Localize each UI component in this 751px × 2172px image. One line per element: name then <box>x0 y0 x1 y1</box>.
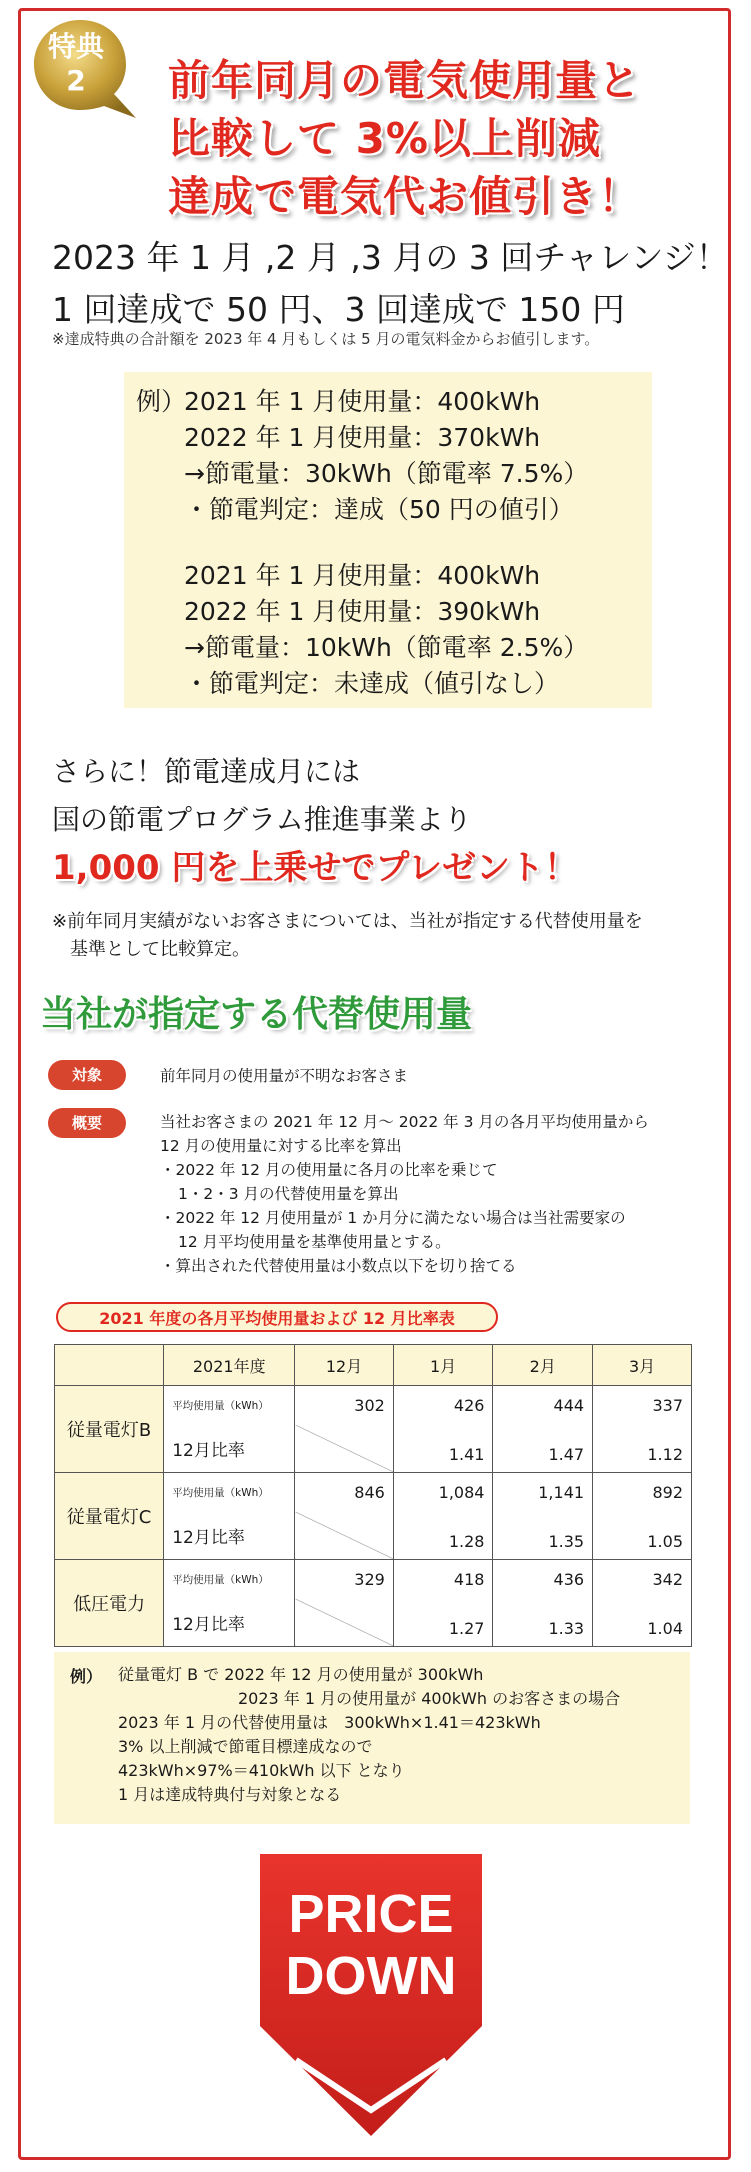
table-cell: 337 <box>593 1386 692 1426</box>
alt-usage-note: ※前年同月実績がないお客さまについては、当社が指定する代替使用量を 基準として比較算定。 <box>52 911 643 960</box>
table-cell: 1.47 <box>493 1425 593 1473</box>
example-line: 2021 年 1 月使用量：400kWh <box>184 561 541 590</box>
example-label: 例） <box>136 387 187 416</box>
table-cell: 1.33 <box>493 1599 593 1647</box>
example-line: ・節電判定：未達成（値引なし） <box>184 669 560 698</box>
headline: 前年同月の電気使用量と 比較して 3%以上削減 達成で電気代お値引き！ <box>168 56 642 221</box>
table-cell: 1.04 <box>593 1599 692 1647</box>
example-line: →節電量：10kWh（節電率 2.5%） <box>184 633 589 662</box>
usage-table <box>54 1344 692 1647</box>
ratio-label: 12月比率 <box>164 1512 295 1560</box>
overview-pill: 概要 <box>48 1108 126 1138</box>
table-cell-empty <box>295 1425 394 1473</box>
example-line: ・節電判定：達成（50 円の値引） <box>184 495 574 524</box>
table-cell: 1,084 <box>393 1473 493 1513</box>
table-cell: 444 <box>493 1386 593 1426</box>
overview-text: 当社お客さまの 2021 年 12 月～ 2022 年 3 月の各月平均使用量から 12 月の使用量に対する比率を算出 ・2022 年 12 月の使用量に各月の比率を乗じて 1・2・3 月の代替使用量を算出 ・2022 年 12 月使用量が 1 か月分に満たない場合は当社需要家の 12 月平均使用量を基準使用量とする。 ・算出された代替使用量は小数点以下を切り捨てる <box>160 1113 649 1275</box>
category-cell: 従量電灯B <box>55 1386 164 1473</box>
table-cell: 302 <box>295 1386 394 1426</box>
table-header: 2月 <box>493 1345 593 1386</box>
table-cell: 1.05 <box>593 1512 692 1560</box>
example2-line: 2023 年 1 月の使用量が 400kWh のお客さまの場合 <box>238 1689 621 1708</box>
table-cell-empty <box>295 1512 394 1560</box>
table-title: 2021 年度の各月平均使用量および 12 月比率表 <box>56 1302 498 1332</box>
table-header: 2021年度 <box>164 1345 295 1386</box>
example2-line: 423kWh×97%＝410kWh 以下 となり <box>118 1761 405 1780</box>
extra-benefit-highlight: 1,000 円を上乗せでプレゼント！ <box>52 848 579 888</box>
ratio-label: 12月比率 <box>164 1425 295 1473</box>
target-pill: 対象 <box>48 1060 126 1090</box>
table-cell: 846 <box>295 1473 394 1513</box>
table-cell: 1.35 <box>493 1512 593 1560</box>
alt-usage-heading: 当社が指定する代替使用量 <box>40 994 473 1035</box>
table-header: 1月 <box>393 1345 493 1386</box>
price-down-badge <box>256 1850 486 2140</box>
table-cell: 329 <box>295 1560 394 1600</box>
table-cell: 1,141 <box>493 1473 593 1513</box>
table-cell: 418 <box>393 1560 493 1600</box>
table-cell: 426 <box>393 1386 493 1426</box>
example-line: 2022 年 1 月使用量：370kWh <box>184 423 541 452</box>
example-line: 2021 年 1 月使用量：400kWh <box>184 387 541 416</box>
example2-label: 例） <box>70 1667 103 1686</box>
table-header-row <box>55 1345 692 1386</box>
table-cell: 436 <box>493 1560 593 1600</box>
table-cell: 892 <box>593 1473 692 1513</box>
example2-line: 3% 以上削減で節電目標達成なので <box>118 1737 373 1756</box>
table-cell: 1.27 <box>393 1599 493 1647</box>
usage-label: 平均使用量（kWh） <box>164 1473 295 1513</box>
table-row <box>55 1386 692 1426</box>
usage-label: 平均使用量（kWh） <box>164 1386 295 1426</box>
price-text: PRICE <box>288 1884 454 1944</box>
table-header: 3月 <box>593 1345 692 1386</box>
example-line: 2022 年 1 月使用量：390kWh <box>184 597 541 626</box>
table-cell: 1.41 <box>393 1425 493 1473</box>
usage-label: 平均使用量（kWh） <box>164 1560 295 1600</box>
ratio-label: 12月比率 <box>164 1599 295 1647</box>
category-cell: 従量電灯C <box>55 1473 164 1560</box>
example2-line: 従量電灯 B で 2022 年 12 月の使用量が 300kWh <box>118 1665 484 1684</box>
table-cell: 342 <box>593 1560 692 1600</box>
table-header: 12月 <box>295 1345 394 1386</box>
example-line: →節電量：30kWh（節電率 7.5%） <box>184 459 589 488</box>
table-cell: 1.28 <box>393 1512 493 1560</box>
down-text: DOWN <box>285 1946 457 2006</box>
example2-line: 1 月は達成特典付与対象となる <box>118 1785 342 1804</box>
badge-label: 特典 2 <box>47 30 104 97</box>
table-header-blank <box>55 1345 164 1386</box>
table-row <box>55 1560 692 1600</box>
table-cell-empty <box>295 1599 394 1647</box>
category-cell: 低圧電力 <box>55 1560 164 1647</box>
table-row <box>55 1473 692 1513</box>
challenge-text: 2023 年 1 月 ,2 月 ,3 月の 3 回チャレンジ！ 1 回達成で 50 円、3 回達成で 150 円 <box>52 238 729 329</box>
challenge-note: ※達成特典の合計額を 2023 年 4 月もしくは 5 月の電気料金からお値引します。 <box>52 330 600 348</box>
table-cell: 1.12 <box>593 1425 692 1473</box>
target-text: 前年同月の使用量が不明なお客さま <box>160 1067 409 1085</box>
extra-benefit-text: さらに！節電達成月には 国の節電プログラム推進事業より <box>52 755 472 836</box>
example2-line: 2023 年 1 月の代替使用量は 300kWh×1.41＝423kWh <box>118 1713 541 1732</box>
